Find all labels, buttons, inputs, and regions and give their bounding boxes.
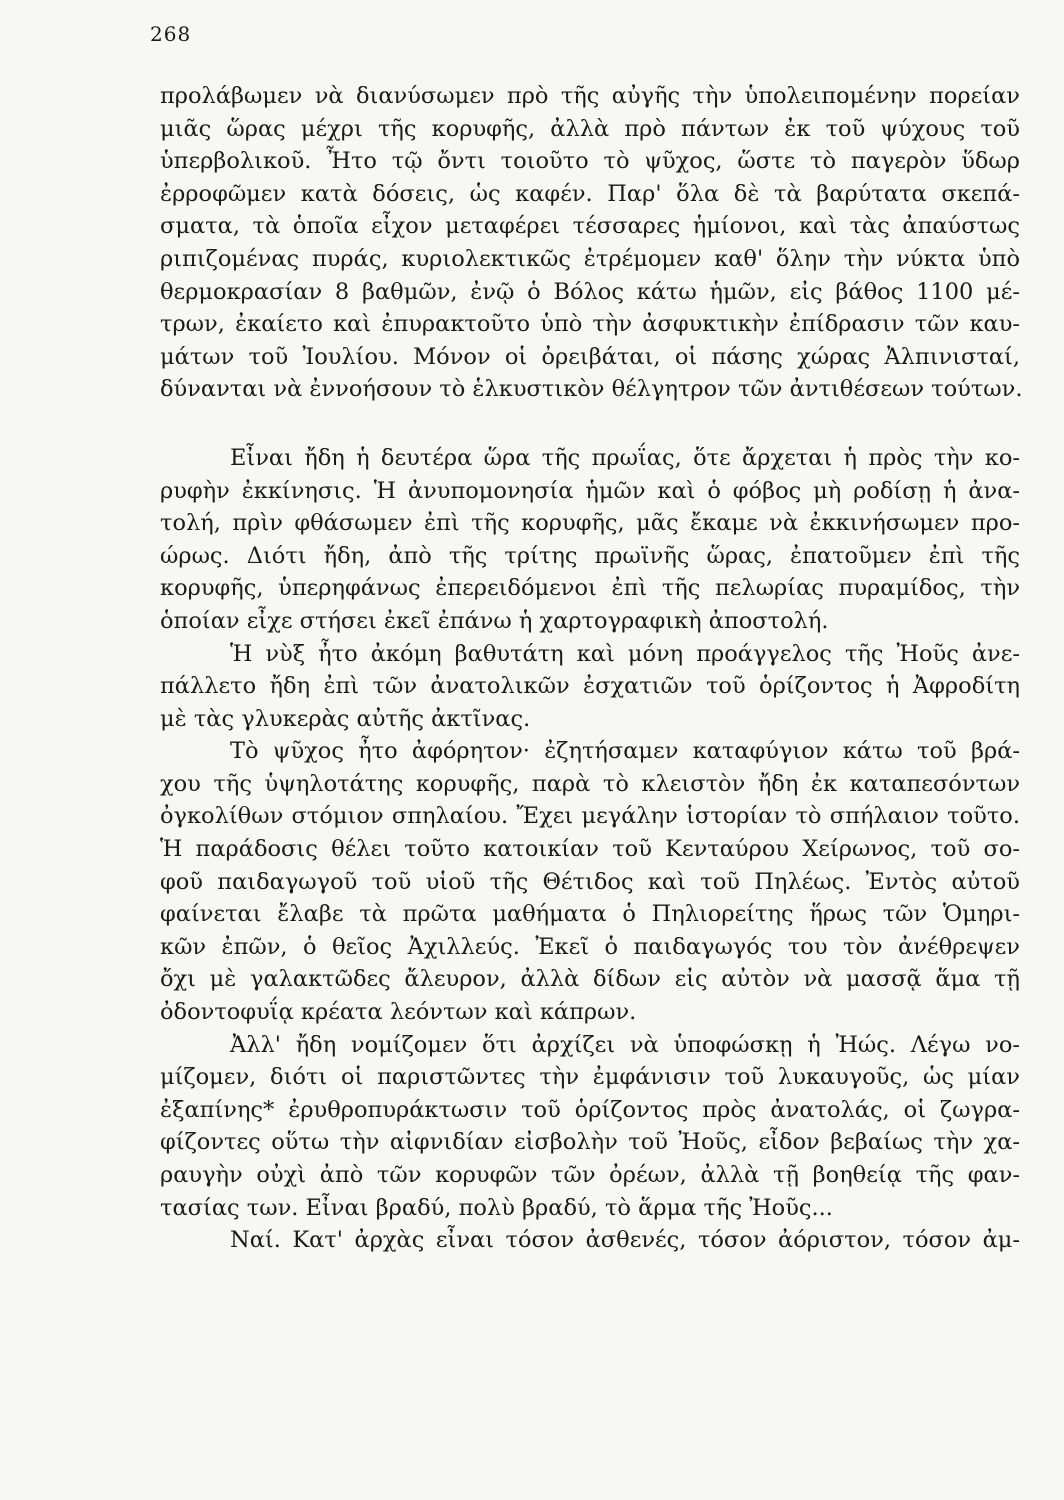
text-line: μάτων τοῦ Ἰουλίου. Μόνον οἱ ὀρειβάται, οἱ πάσης χώρας Ἀλπινισταί,	[160, 343, 1020, 370]
text-line: ὀδοντοφυΐᾳ κρέατα λεόντων καὶ κάπρων.	[160, 999, 637, 1026]
text-line: μίζομεν, διότι οἱ παριστῶντες τὴν ἐμφάνισιν τοῦ λυκαυγοῦς, ὡς μίαν	[160, 1064, 1020, 1091]
text-line: τολή, πρὶν φθάσωμεν ἐπὶ τῆς κορυφῆς, μᾶς ἔκαμε νὰ ἐκκινήσωμεν προ-	[160, 510, 1020, 537]
text-line: ώρως. Διότι ἤδη, ἀπὸ τῆς τρίτης πρωϊνῆς ὥρας, ἐπατοῦμεν ἐπὶ τῆς	[160, 542, 1020, 569]
text-line: ὄχι μὲ γαλακτῶδες ἄλευρον, ἀλλὰ δίδων εἰς αὐτὸν νὰ μασσᾷ ἅμα τῇ	[160, 966, 1020, 993]
text-line: Ἡ παράδοσις θέλει τοῦτο κατοικίαν τοῦ Κενταύρου Χείρωνος, τοῦ σο-	[160, 836, 1020, 863]
text-line: μιᾶς ὥρας μέχρι τῆς κορυφῆς, ἀλλὰ πρὸ πάντων ἐκ τοῦ ψύχους τοῦ	[160, 115, 1020, 142]
text-line: Ναί. Κατ' ἀρχὰς εἶναι τόσον ἀσθενές, τόσον ἀόριστον, τόσον ἀμ-	[230, 1227, 1020, 1254]
text-line: θερμοκρασίαν 8 βαθμῶν, ἐνῷ ὁ Βόλος κάτω ἡμῶν, εἰς βάθος 1100 μέ-	[160, 278, 1020, 305]
text-line: φαίνεται ἔλαβε τὰ πρῶτα μαθήματα ὁ Πηλιορείτης ἥρως τῶν Ὁμηρι-	[160, 901, 1020, 928]
text-line: φοῦ παιδαγωγοῦ τοῦ υἱοῦ τῆς Θέτιδος καὶ τοῦ Πηλέως. Ἐντὸς αὐτοῦ	[160, 868, 1020, 895]
text-line: ἐξαπίνης* ἐρυθροπυράκτωσιν τοῦ ὁρίζοντος πρὸς ἀνατολάς, οἱ ζωγρα-	[160, 1096, 1020, 1123]
text-line: ραυγὴν οὐχὶ ἀπὸ τῶν κορυφῶν τῶν ὀρέων, ἀλλὰ τῇ βοηθείᾳ τῆς φαν-	[160, 1162, 1020, 1188]
text-line: δύνανται νὰ ἐννοήσουν τὸ ἑλκυστικὸν θέλγητρον τῶν ἀντιθέσεων τούτων.	[160, 376, 1023, 403]
text-line: φίζοντες οὕτω τὴν αἰφνιδίαν εἰσβολὴν τοῦ Ἠοῦς, εἶδον βεβαίως τὴν χα-	[160, 1129, 1020, 1156]
page-number: 268	[150, 22, 192, 46]
paragraph	[160, 638, 1020, 736]
text-line: Ἀλλ' ἤδη νομίζομεν ὅτι ἀρχίζει νὰ ὑποφώσκῃ ἡ Ἠώς. Λέγω νο-	[230, 1031, 1020, 1058]
text-line: πάλλετο ἤδη ἐπὶ τῶν ἀνατολικῶν ἐσχατιῶν τοῦ ὁρίζοντος ἡ Ἀφροδίτη	[160, 673, 1020, 700]
text-line: τρων, ἐκαίετο καὶ ἐπυρακτοῦτο ὑπὸ τὴν ἀσφυκτικὴν ἐπίδρασιν τῶν καυ-	[160, 311, 1020, 338]
paragraph	[160, 1224, 1020, 1257]
text-line: Ἡ νὺξ ἦτο ἀκόμη βαθυτάτη καὶ μόνη προάγγελος τῆς Ἠοῦς ἀνε-	[230, 640, 1020, 667]
text-line: ὑπερβολικοῦ. Ἦτο τῷ ὄντι τοιοῦτο τὸ ψῦχος, ὥστε τὸ παγερὸν ὕδωρ	[160, 148, 1020, 175]
text-line: ἐρροφῶμεν κατὰ δόσεις, ὡς καφέν. Παρ' ὅλα δὲ τὰ βαρύτατα σκεπά-	[160, 180, 1020, 207]
body-text	[160, 80, 1023, 1257]
paragraph	[160, 735, 1020, 1028]
text-line: κορυφῆς, ὑπερηφάνως ἐπερειδόμενοι ἐπὶ τῆς πελωρίας πυραμίδος, τὴν	[160, 575, 1020, 602]
text-line: κῶν ἐπῶν, ὁ θεῖος Ἀχιλλεύς. Ἐκεῖ ὁ παιδαγωγός του τὸν ἀνέθρεψεν	[160, 933, 1020, 960]
text-line: ρυφὴν ἐκκίνησις. Ἡ ἀνυπομονησία ἡμῶν καὶ ὁ φόβος μὴ ροδίσῃ ἡ ἀνα-	[160, 477, 1020, 504]
text-line: χου τῆς ὑψηλοτάτης κορυφῆς, παρὰ τὸ κλειστὸν ἤδη ἐκ καταπεσόντων	[160, 770, 1020, 797]
text-line: ὀγκολίθων στόμιον σπηλαίου. Ἔχει μεγάλην ἱστορίαν τὸ σπήλαιον τοῦτο.	[160, 803, 1020, 830]
text-line: Τὸ ψῦχος ἦτο ἀφόρητον· ἐζητήσαμεν καταφύγιον κάτω τοῦ βρά-	[230, 738, 1020, 765]
section-gap	[160, 406, 1020, 442]
paragraph	[160, 442, 1020, 638]
text-line: Εἶναι ἤδη ἡ δευτέρα ὥρα τῆς πρωΐας, ὅτε ἄρχεται ἡ πρὸς τὴν κο-	[230, 444, 1020, 471]
text-line: ριπιζομένας πυράς, κυριολεκτικῶς ἐτρέμομεν καθ' ὅλην τὴν νύκτα ὑπὸ	[160, 245, 1020, 272]
text-line: μὲ τὰς γλυκερὰς αὐτῆς ἀκτῖνας.	[160, 705, 531, 732]
paragraph	[160, 80, 1023, 406]
text-line: σματα, τὰ ὁποῖα εἶχον μεταφέρει τέσσαρες ἡμίονοι, καὶ τὰς ἀπαύστως	[160, 213, 1020, 240]
text-line: ὁποίαν εἶχε στήσει ἐκεῖ ἐπάνω ἡ χαρτογραφικὴ ἀποστολή.	[160, 607, 829, 634]
text-line: τασίας των. Εἶναι βραδύ, πολὺ βραδύ, τὸ ἅρμα τῆς Ἠοῦς...	[160, 1194, 833, 1221]
paragraph	[160, 1029, 1020, 1225]
text-line: προλάβωμεν νὰ διανύσωμεν πρὸ τῆς αὐγῆς τὴν ὑπολειπομένην πορείαν	[160, 83, 1020, 109]
